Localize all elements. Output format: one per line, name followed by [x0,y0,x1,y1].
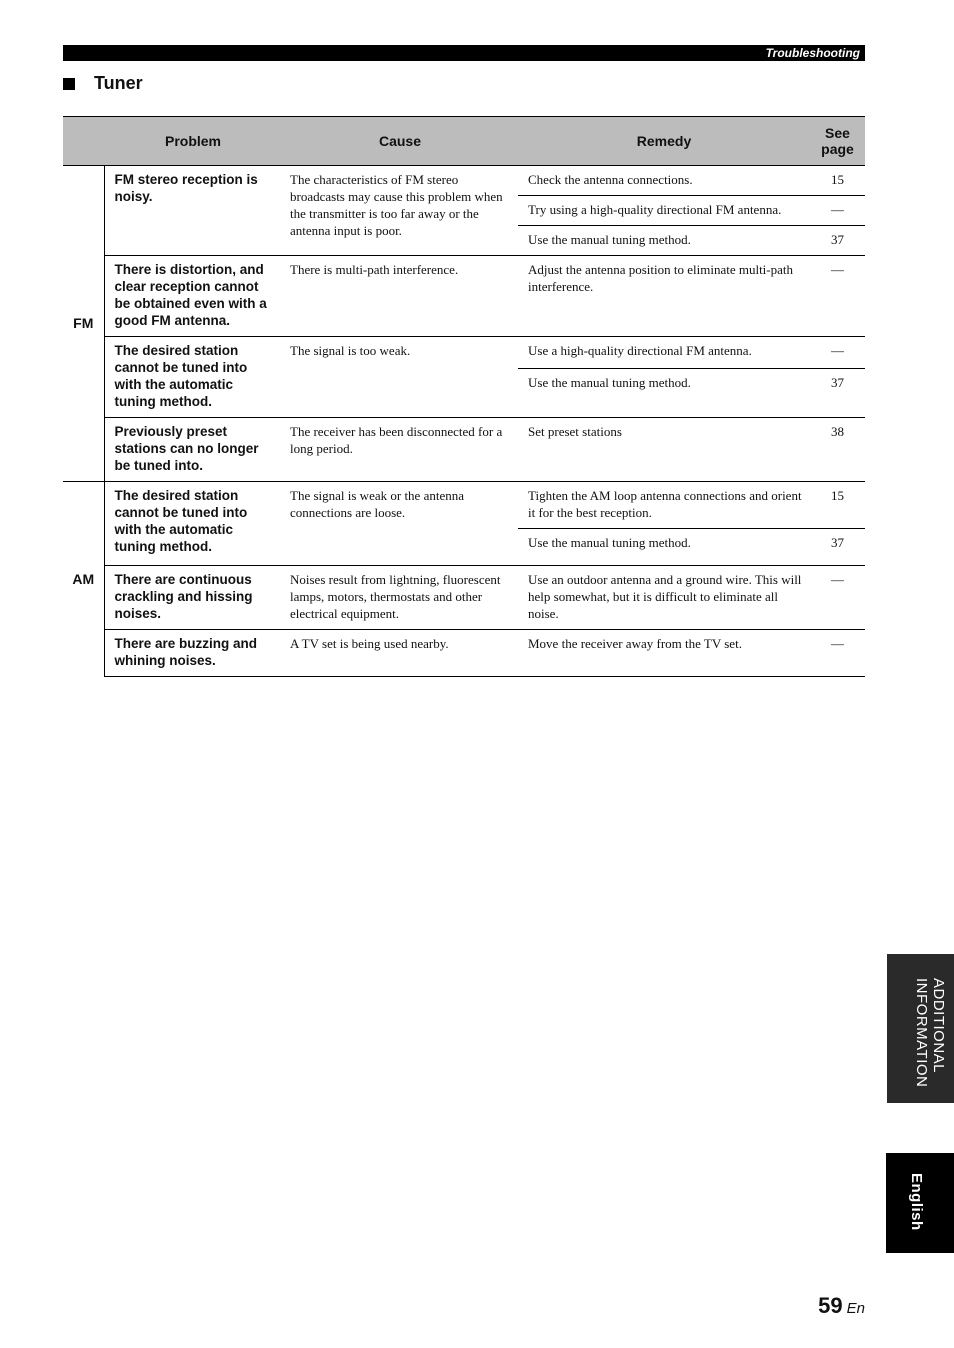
running-header-label: Troubleshooting [765,46,860,60]
page-cell: — [810,196,865,226]
page-cell: 15 [810,482,865,529]
band-label-fm: FM [63,166,104,482]
table-row [63,337,865,369]
problem-cell: There is distortion, and clear reception cannot be obtained even with a good FM antenna. [104,256,282,337]
remedy-cell: Tighten the AM loop antenna connections and orient it for the best reception. [518,482,810,529]
running-header-bar [63,45,865,61]
page-cell: 38 [810,418,865,482]
page-cell: 37 [810,529,865,566]
remedy-cell: Use an outdoor antenna and a ground wire. This will help somewhat, but it is difficult to eliminate all noise. [518,566,810,630]
header-remedy: Remedy [518,117,810,166]
remedy-cell: Use a high-quality directional FM antenna. [518,337,810,369]
remedy-cell: Check the antenna connections. [528,172,693,187]
square-bullet-icon [63,78,75,90]
remedy-cell: Adjust the antenna position to eliminate multi-path interference. [518,256,810,337]
table-row [63,166,865,196]
table-row [63,482,865,529]
problem-cell: There are buzzing and whining noises. [104,630,282,677]
header-spacer [63,117,104,166]
table-row [63,256,865,337]
table-row [63,566,865,630]
problem-cell: Previously preset stations can no longer be tuned into. [104,418,282,482]
cause-cell: The characteristics of FM stereo broadcasts may cause this problem when the transmitter is too far away or the antenna input is poor. [290,172,503,238]
section-heading [63,73,143,94]
problem-cell: FM stereo reception is noisy. [114,172,258,204]
remedy-cell: Use the manual tuning method. [518,529,810,566]
section-side-tab-label: ADDITIONAL INFORMATION [913,978,947,1088]
cause-cell: The signal is too weak. [282,337,518,418]
table-row [63,630,865,677]
page-number [818,1293,865,1319]
language-side-tab [886,1153,954,1253]
page-cell: 37 [810,368,865,417]
remedy-cell: Use the manual tuning method. [518,226,810,256]
problem-cell: There are continuous crackling and hissing noises. [104,566,282,630]
remedy-cell: Set preset stations [518,418,810,482]
band-label-am: AM [63,482,104,677]
cause-cell: The signal is weak or the antenna connections are loose. [282,482,518,566]
page-language-code: En [846,1300,865,1317]
cause-cell: There is multi-path interference. [282,256,518,337]
page-cell: — [810,566,865,630]
page-cell: — [810,630,865,677]
section-side-tab [887,954,954,1103]
table-row [63,418,865,482]
problem-cell: The desired station cannot be tuned into with the automatic tuning method. [104,482,282,566]
cause-cell: The receiver has been disconnected for a long period. [282,418,518,482]
language-side-tab-label: English [908,1173,925,1231]
page-number-value: 59 [818,1293,843,1318]
remedy-cell: Use the manual tuning method. [518,368,810,417]
header-cause: Cause [282,117,518,166]
remedy-cell: Try using a high-quality directional FM antenna. [518,196,810,226]
page-cell: — [810,337,865,369]
section-title: Tuner [94,73,143,93]
page-cell: — [810,256,865,337]
problem-cell: The desired station cannot be tuned into with the automatic tuning method. [104,337,282,418]
page-cell: 37 [810,226,865,256]
page-cell: 15 [831,172,844,187]
table-header-row [63,117,865,166]
header-see-page: See page [810,117,865,166]
troubleshooting-table [63,116,865,677]
cause-cell: A TV set is being used nearby. [282,630,518,677]
cause-cell: Noises result from lightning, fluorescent lamps, motors, thermostats and other electrical equipment. [282,566,518,630]
remedy-cell: Move the receiver away from the TV set. [518,630,810,677]
header-problem: Problem [104,117,282,166]
